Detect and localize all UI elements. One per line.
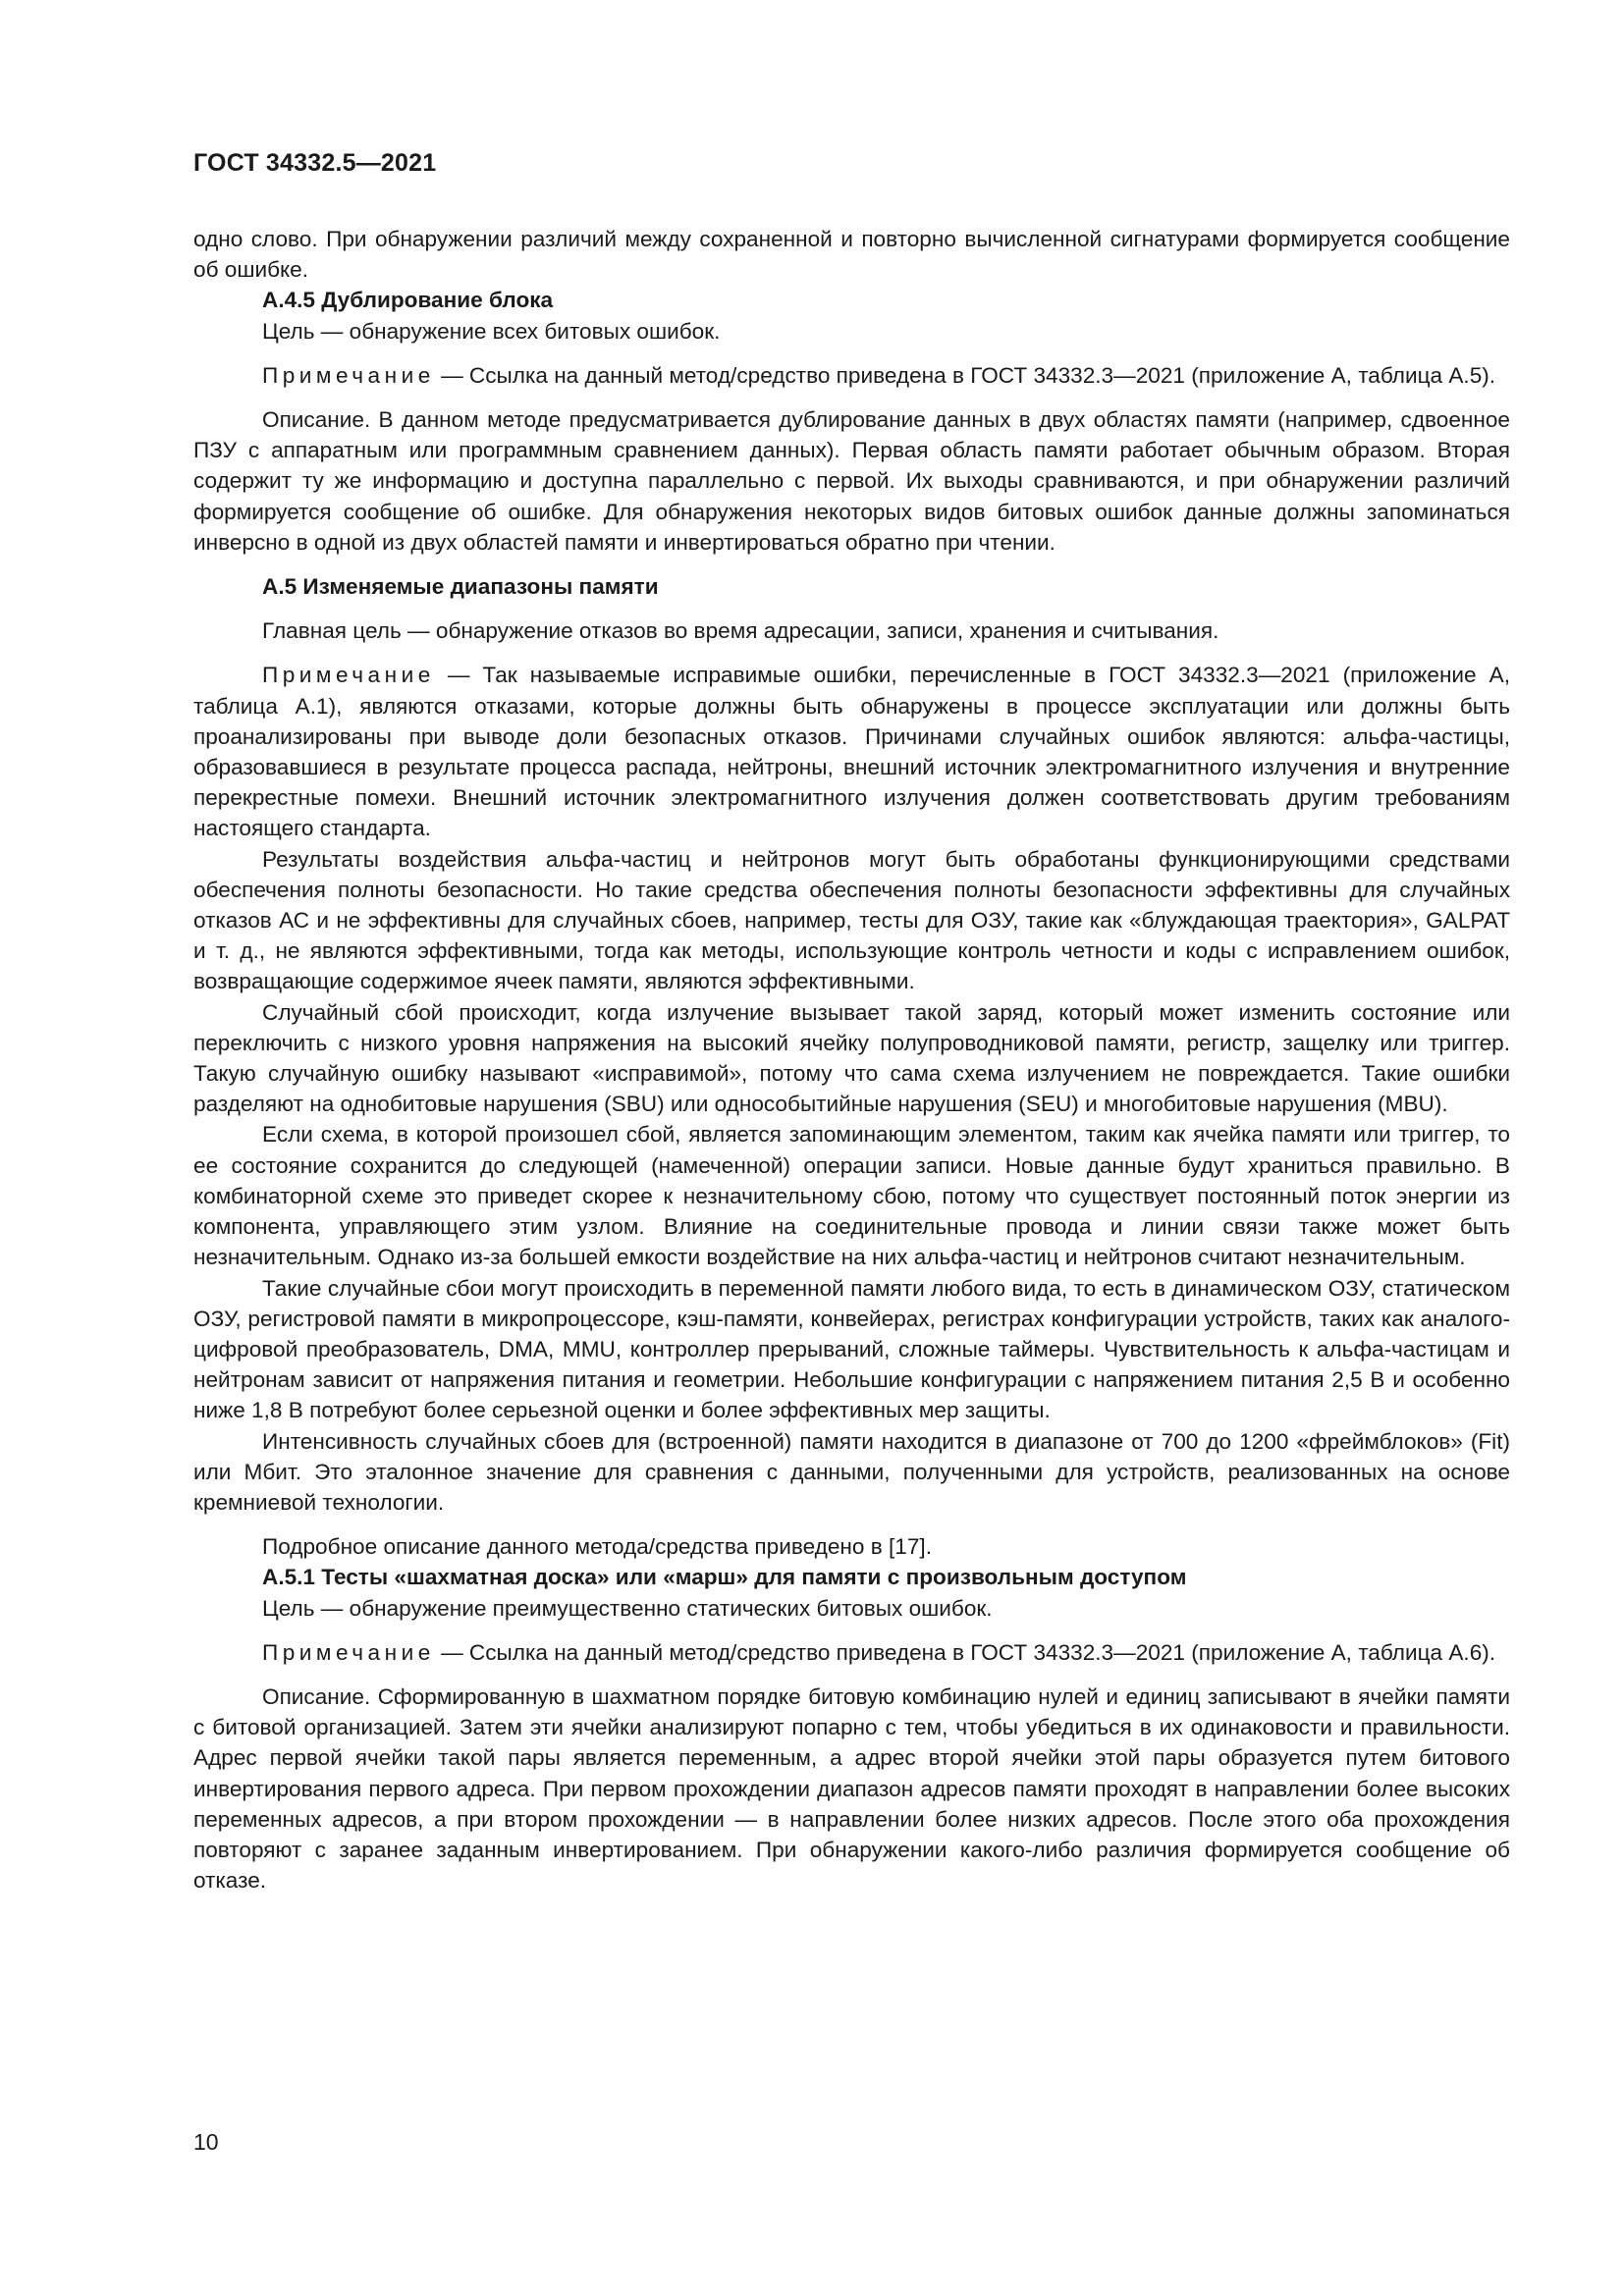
note-label: Примечание	[262, 663, 435, 688]
note-label: Примечание	[262, 1639, 435, 1665]
paragraph-description-a51: Описание. Сформированную в шахматном порядке битовую комбинацию нулей и единиц записывают в ячейки памяти с битовой организацией. Затем эти ячейки анализируют попарно с тем, чтобы убедиться в их одинаковости и правильности. Адрес первой ячейки такой пары является переменным, а адрес второй ячейки этой пары образуется путем битового инвертирования первого адреса. При первом прохождении диапазон адресов памяти проходят в направлении более высоких переменных адресов, а при втором прохождении — в направлении более низких адресов. После этого оба прохождения повторяют с заранее заданным инвертированием. При обнаружении какого-либо различия формируется сообщение об отказе.	[193, 1683, 1510, 1894]
paragraph-goal-a5: Главная цель — обнаружение отказов во время адресации, записи, хранения и считывания.	[262, 618, 1219, 644]
paragraph-storage-element: Если схема, в которой произошел сбой, является запоминающим элементом, таким как ячейка памяти или триггер, то ее состояние сохранится до следующей (намеченной) операции записи. Новые данные будут храниться правильно. В комбинаторной схеме это приведет скорее к незначительному сбою, потому что существует постоянный поток энергии из компонента, управляющего этим узлом. Влияние на соединительные провода и линии связи также может быть незначительным. Однако из-за большей емкости воздействие на них альфа-частиц и нейтронов считают незначительным.	[193, 1122, 1510, 1270]
section-heading-a51: А.5.1 Тесты «шахматная доска» или «марш» для памяти с произвольным доступом	[262, 1565, 1187, 1590]
paragraph-goal-a45: Цель — обнаружение всех битовых ошибок.	[262, 318, 721, 344]
note-a5	[193, 660, 1510, 843]
section-heading-a5: А.5 Изменяемые диапазоны памяти	[262, 574, 659, 600]
note-text: — Ссылка на данный метод/средство приведена в ГОСТ 34332.3—2021 (приложение А, таблица А.5).	[441, 362, 1496, 388]
paragraph-goal-a51: Цель — обнаружение преимущественно статических битовых ошибок.	[262, 1595, 993, 1621]
paragraph-memory-types: Такие случайные сбои могут происходить в переменной памяти любого вида, то есть в динамическом ОЗУ, статическом ОЗУ, регистровой памяти в микропроцессоре, кэш-памяти, конвейерах, регистрах конфигурации устройств, таких как аналого-цифровой преобразователь, DMA, MMU, контроллер прерываний, сложные таймеры. Чувствительность к альфа-частицам и нейтронам зависит от напряжения питания и геометрии. Небольшие конфигурации с напряжением питания 2,5 В и особенно ниже 1,8 В потребуют более серьезной оценки и более эффективных мер защиты.	[193, 1275, 1510, 1423]
note-text: — Ссылка на данный метод/средство приведена в ГОСТ 34332.3—2021 (приложение А, таблица А.6).	[441, 1639, 1496, 1665]
page-body	[193, 224, 1510, 1896]
paragraph-fault-rate: Интенсивность случайных сбоев для (встроенной) памяти находится в диапазоне от 700 до 1200 «фреймблоков» (Fit) или Мбит. Это эталонное значение для сравнения с данными, полученными для устройств, реализованных на основе кремниевой технологии.	[193, 1428, 1510, 1515]
paragraph-continuation: одно слово. При обнаружении различий между сохраненной и повторно вычисленной сигнатурами формируется сообщение об ошибке.	[193, 227, 1510, 283]
page-number: 10	[193, 2129, 219, 2155]
note-label: Примечание	[262, 362, 435, 388]
note-text: — Так называемые исправимые ошибки, перечисленные в ГОСТ 34332.3—2021 (приложение А, таблица А.1), являются отказами, которые должны быть обнаружены в процессе эксплуатации или должны быть проанализированы при выводе доли безопасных отказов. Причинами случайных ошибок являются: альфа-частицы, образовавшиеся в результате процесса распада, нейтроны, внешний источник электромагнитного излучения и внутренние перекрестные помехи. Внешний источник электромагнитного излучения должен соответствовать другим требованиям настоящего стандарта.	[193, 663, 1510, 841]
document-header: ГОСТ 34332.5—2021	[193, 149, 437, 177]
paragraph-reference: Подробное описание данного метода/средства приведено в [17].	[262, 1534, 932, 1560]
note-a45	[193, 360, 1510, 391]
paragraph-description-a45: Описание. В данном методе предусматривается дублирование данных в двух областях памяти (например, сдвоенное ПЗУ с аппаратным или программным сравнением данных). Первая область памяти работает обычным образом. Вторая содержит ту же информацию и доступна параллельно с первой. Их выходы сравниваются, и при обнаружении различий формируется сообщение об ошибке. Для обнаружения некоторых видов битовых ошибок данные должны запоминаться инверсно в одной из двух областей памяти и инвертироваться обратно при чтении.	[193, 407, 1510, 555]
note-a51	[193, 1637, 1510, 1668]
section-heading-a45: А.4.5 Дублирование блока	[262, 288, 554, 313]
paragraph-random-fault: Случайный сбой происходит, когда излучение вызывает такой заряд, который может изменить состояние или переключить с низкого уровня напряжения на высокий ячейку полупроводниковой памяти, регистр, защелку или триггер. Такую случайную ошибку называют «исправимой», потому что сама схема излучением не повреждается. Такие ошибки разделяют на однобитовые нарушения (SBU) или однособытийные нарушения (SEU) и многобитовые нарушения (MBU).	[193, 999, 1510, 1117]
paragraph-alpha-neutrons: Результаты воздействия альфа-частиц и нейтронов могут быть обработаны функционирующими средствами обеспечения полноты безопасности. Но такие средства обеспечения полноты безопасности эффективны для случайных отказов АС и не эффективны для случайных сбоев, например, тесты для ОЗУ, такие как «блуждающая траектория», GALPAT и т. д., не являются эффективными, тогда как методы, использующие контроль четности и коды с исправлением ошибок, возвращающие содержимое ячеек памяти, являются эффективными.	[193, 846, 1510, 994]
